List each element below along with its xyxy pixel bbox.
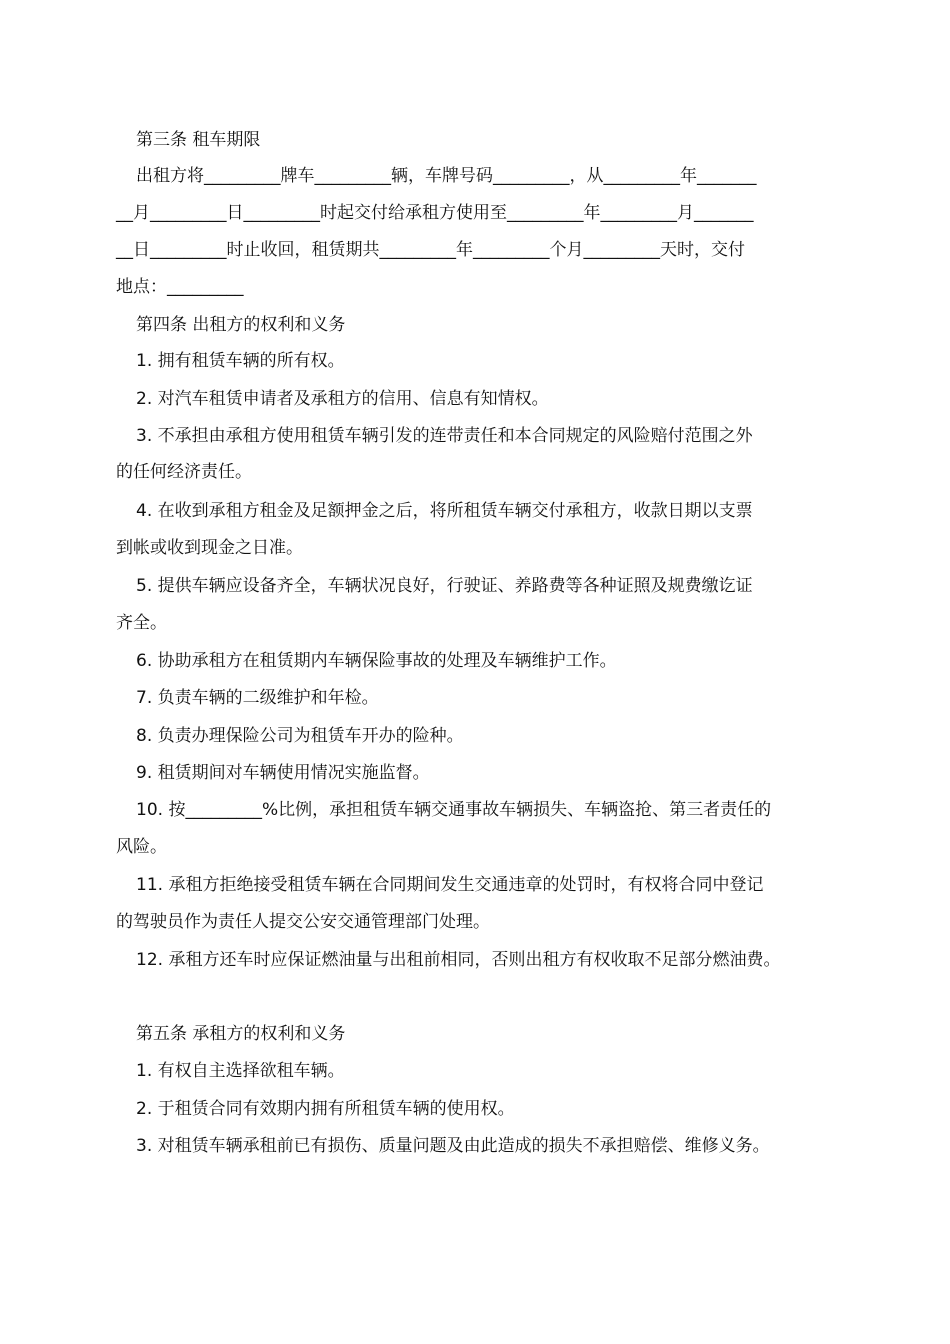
article3-line xyxy=(0,235,950,265)
list-item-text: 齐全。 xyxy=(116,613,167,633)
article3-text: 地点：_________ xyxy=(116,277,244,297)
list-item-text: 7. 负责车辆的二级维护和年检。 xyxy=(136,688,379,708)
list-item xyxy=(0,384,950,414)
list-item-text: 1. 有权自主选择欲租车辆。 xyxy=(136,1061,345,1081)
article3-line xyxy=(0,272,950,302)
list-item-text: 12. 承租方还车时应保证燃油量与出租前相同，否则出租方有权收取不足部分燃油费。 xyxy=(136,950,781,970)
list-item-continuation xyxy=(0,832,950,862)
article3-text: __日_________时止收回，租赁期共_________年_________个月_________天时，交付 xyxy=(116,240,745,260)
list-item-text: 3. 对租赁车辆承租前已有损伤、质量问题及由此造成的损失不承担赔偿、维修义务。 xyxy=(136,1136,770,1156)
article4-heading-line xyxy=(0,310,950,340)
list-item-text: 的驾驶员作为责任人提交公安交通管理部门处理。 xyxy=(116,912,490,932)
list-item xyxy=(0,646,950,676)
list-item xyxy=(0,421,950,451)
article5-heading: 第五条 承租方的权利和义务 xyxy=(136,1024,346,1044)
list-item xyxy=(0,1131,950,1161)
article4-heading: 第四条 出租方的权利和义务 xyxy=(136,315,346,335)
list-item-text: 4. 在收到承租方租金及足额押金之后，将所租赁车辆交付承租方，收款日期以支票 xyxy=(136,501,753,521)
list-item-text: 的任何经济责任。 xyxy=(116,462,252,482)
list-item xyxy=(0,1056,950,1086)
list-item xyxy=(0,870,950,900)
list-item xyxy=(0,346,950,376)
list-item-text: 1. 拥有租赁车辆的所有权。 xyxy=(136,351,345,371)
list-item xyxy=(0,1094,950,1124)
article3-heading-line xyxy=(0,125,950,155)
list-item xyxy=(0,683,950,713)
list-item-text: 8. 负责办理保险公司为租赁车开办的险种。 xyxy=(136,726,464,746)
list-item-text: 9. 租赁期间对车辆使用情况实施监督。 xyxy=(136,763,430,783)
list-item-text: 3. 不承担由承租方使用租赁车辆引发的连带责任和本合同规定的风险赔付范围之外 xyxy=(136,426,753,446)
article3-text: __月_________日_________时起交付给承租方使用至_________年_________月_______ xyxy=(116,203,754,223)
list-item-continuation xyxy=(0,457,950,487)
article3-text: 出租方将_________牌车_________辆，车牌号码_________，从_________年_______ xyxy=(136,166,757,186)
list-item xyxy=(0,945,950,975)
list-item-continuation xyxy=(0,608,950,638)
list-item-text: 11. 承租方拒绝接受租赁车辆在合同期间发生交通违章的处罚时，有权将合同中登记 xyxy=(136,875,764,895)
article3-line xyxy=(0,198,950,228)
article3-heading: 第三条 租车期限 xyxy=(136,130,261,150)
article5-heading-line xyxy=(0,1019,950,1049)
list-item-text: 6. 协助承租方在租赁期内车辆保险事故的处理及车辆维护工作。 xyxy=(136,651,617,671)
list-item-continuation xyxy=(0,907,950,937)
list-item-text: 5. 提供车辆应设备齐全，车辆状况良好，行驶证、养路费等各种证照及规费缴讫证 xyxy=(136,576,753,596)
list-item-text: 2. 对汽车租赁申请者及承租方的信用、信息有知情权。 xyxy=(136,389,549,409)
list-item xyxy=(0,571,950,601)
list-item-text: 10. 按_________%比例，承担租赁车辆交通事故车辆损失、车辆盗抢、第三者责任的 xyxy=(136,800,772,820)
list-item-continuation xyxy=(0,533,950,563)
list-item-text: 到帐或收到现金之日准。 xyxy=(116,538,303,558)
list-item xyxy=(0,795,950,825)
list-item xyxy=(0,721,950,751)
list-item xyxy=(0,496,950,526)
list-item-text: 2. 于租赁合同有效期内拥有所租赁车辆的使用权。 xyxy=(136,1099,515,1119)
list-item-text: 风险。 xyxy=(116,837,167,857)
list-item xyxy=(0,758,950,788)
article3-line xyxy=(0,161,950,191)
